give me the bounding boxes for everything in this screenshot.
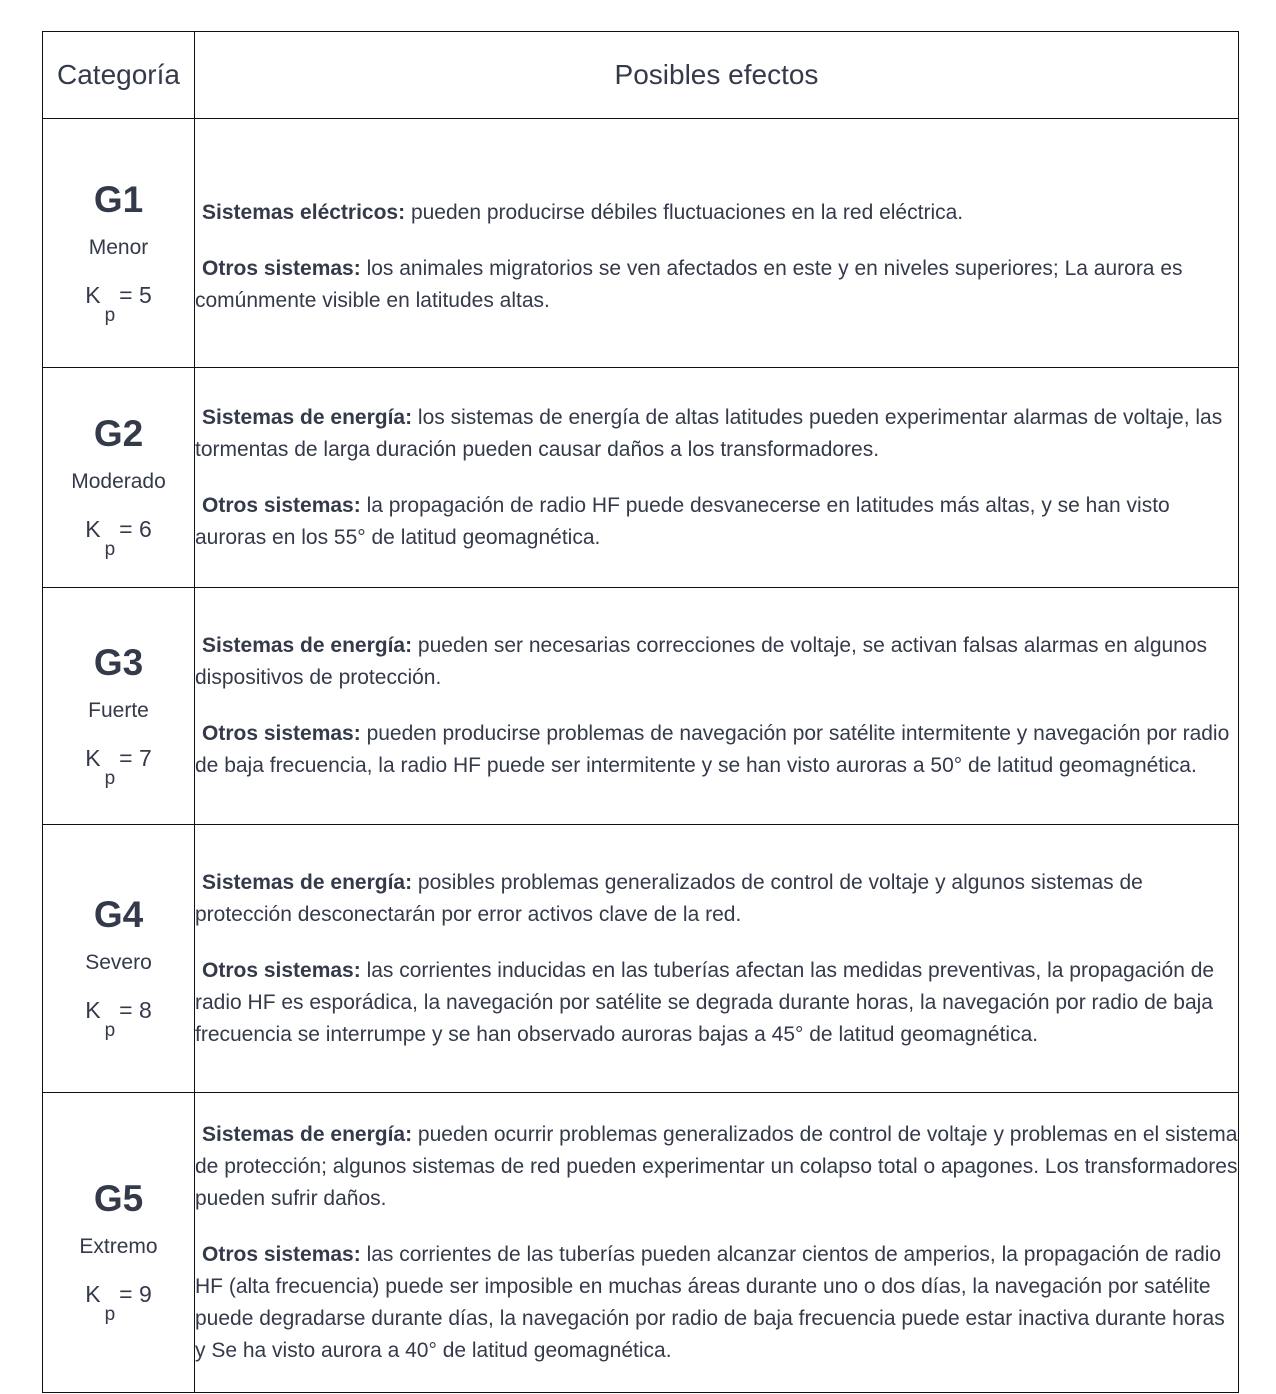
effect-paragraph: Sistemas de energía: los sistemas de energía de altas latitudes pueden experimentar alarmas de voltaje, las tormentas de larga duración pueden causar daños a los transformadores. bbox=[195, 405, 1223, 461]
category-code: G3 bbox=[93, 641, 144, 683]
table-row bbox=[43, 825, 1239, 1093]
effects-cell bbox=[195, 825, 1239, 1093]
category-level: Menor bbox=[88, 235, 149, 259]
category-code: G5 bbox=[93, 1178, 144, 1219]
effect-paragraph: Sistemas de energía: pueden ocurrir problemas generalizados de control de voltaje y problemas en el sistema de protección; algunos sistemas de red pueden experimentar un colapso total o apagones. Los transformadores pueden sufrir daños. bbox=[195, 1122, 1238, 1210]
category-level: Extremo bbox=[79, 1235, 158, 1258]
effect-paragraph: Sistemas eléctricos: pueden producirse débiles fluctuaciones en la red eléctrica. bbox=[202, 201, 964, 224]
kp-index: $K_p= 6$ bbox=[85, 516, 152, 560]
kp-index: $K_p= 5$ bbox=[85, 281, 152, 326]
effects-cell bbox=[195, 1093, 1239, 1393]
effect-paragraph: Sistemas de energía: posibles problemas generalizados de control de voltaje y algunos sistemas de protección desconectarán por error activos clave de la red. bbox=[195, 870, 1143, 926]
geomagnetic-storm-table bbox=[42, 31, 1239, 1393]
table-header-row bbox=[43, 32, 1239, 119]
header-categoria: Categoría bbox=[43, 32, 195, 119]
effect-paragraph: Otros sistemas: las corrientes de las tuberías pueden alcanzar cientos de amperios, la propagación de radio HF (alta frecuencia) puede ser imposible en muchas áreas durante uno o dos días, la navegación por satélite puede degradarse durante días, la navegación por radio de baja frecuencia puede estar inactiva durante horas y Se ha visto aurora a 40° de latitud geomagnética. bbox=[195, 1242, 1225, 1362]
table-row bbox=[43, 588, 1239, 825]
effect-paragraph: Otros sistemas: la propagación de radio HF puede desvanecerse en latitudes más altas, y se han visto auroras en los 55° de latitud geomagnética. bbox=[195, 493, 1170, 549]
category-cell bbox=[43, 1093, 195, 1393]
category-level: Fuerte bbox=[88, 698, 149, 722]
table-row bbox=[43, 368, 1239, 588]
category-code: G2 bbox=[93, 413, 144, 454]
category-level: Severo bbox=[85, 951, 152, 974]
category-code: G4 bbox=[93, 894, 144, 935]
kp-index: $K_p= 7$ bbox=[85, 744, 152, 789]
category-cell bbox=[43, 368, 195, 588]
kp-index: $K_p= 9$ bbox=[85, 1281, 152, 1325]
effects-cell bbox=[195, 368, 1239, 588]
effect-paragraph: Otros sistemas: los animales migratorios se ven afectados en este y en niveles superiores; La aurora es comúnmente visible en latitudes altas. bbox=[195, 257, 1183, 312]
effect-paragraph: Otros sistemas: las corrientes inducidas en las tuberías afectan las medidas preventivas, la propagación de radio HF es esporádica, la navegación por satélite se degrada durante horas, la navegación por radio de baja frecuencia se interrumpe y se han observado auroras bajas a 45° de latitud geomagnética. bbox=[195, 958, 1215, 1046]
category-cell bbox=[43, 119, 195, 368]
category-level: Moderado bbox=[71, 470, 166, 493]
table-row bbox=[43, 1093, 1239, 1393]
table-row bbox=[43, 119, 1239, 368]
header-posibles-efectos: Posibles efectos bbox=[195, 32, 1239, 119]
category-code: G1 bbox=[93, 178, 144, 220]
kp-index: $K_p= 8$ bbox=[85, 997, 152, 1041]
effect-paragraph: Otros sistemas: pueden producirse problemas de navegación por satélite intermitente y navegación por radio de baja frecuencia, la radio HF puede ser intermitente y se han visto auroras a 50° de latitud geomagnética. bbox=[195, 722, 1230, 777]
effects-cell bbox=[195, 119, 1239, 368]
category-cell bbox=[43, 825, 195, 1093]
effects-cell bbox=[195, 588, 1239, 825]
category-cell bbox=[43, 588, 195, 825]
effect-paragraph: Sistemas de energía: pueden ser necesarias correcciones de voltaje, se activan falsas alarmas en algunos dispositivos de protección. bbox=[195, 634, 1208, 689]
